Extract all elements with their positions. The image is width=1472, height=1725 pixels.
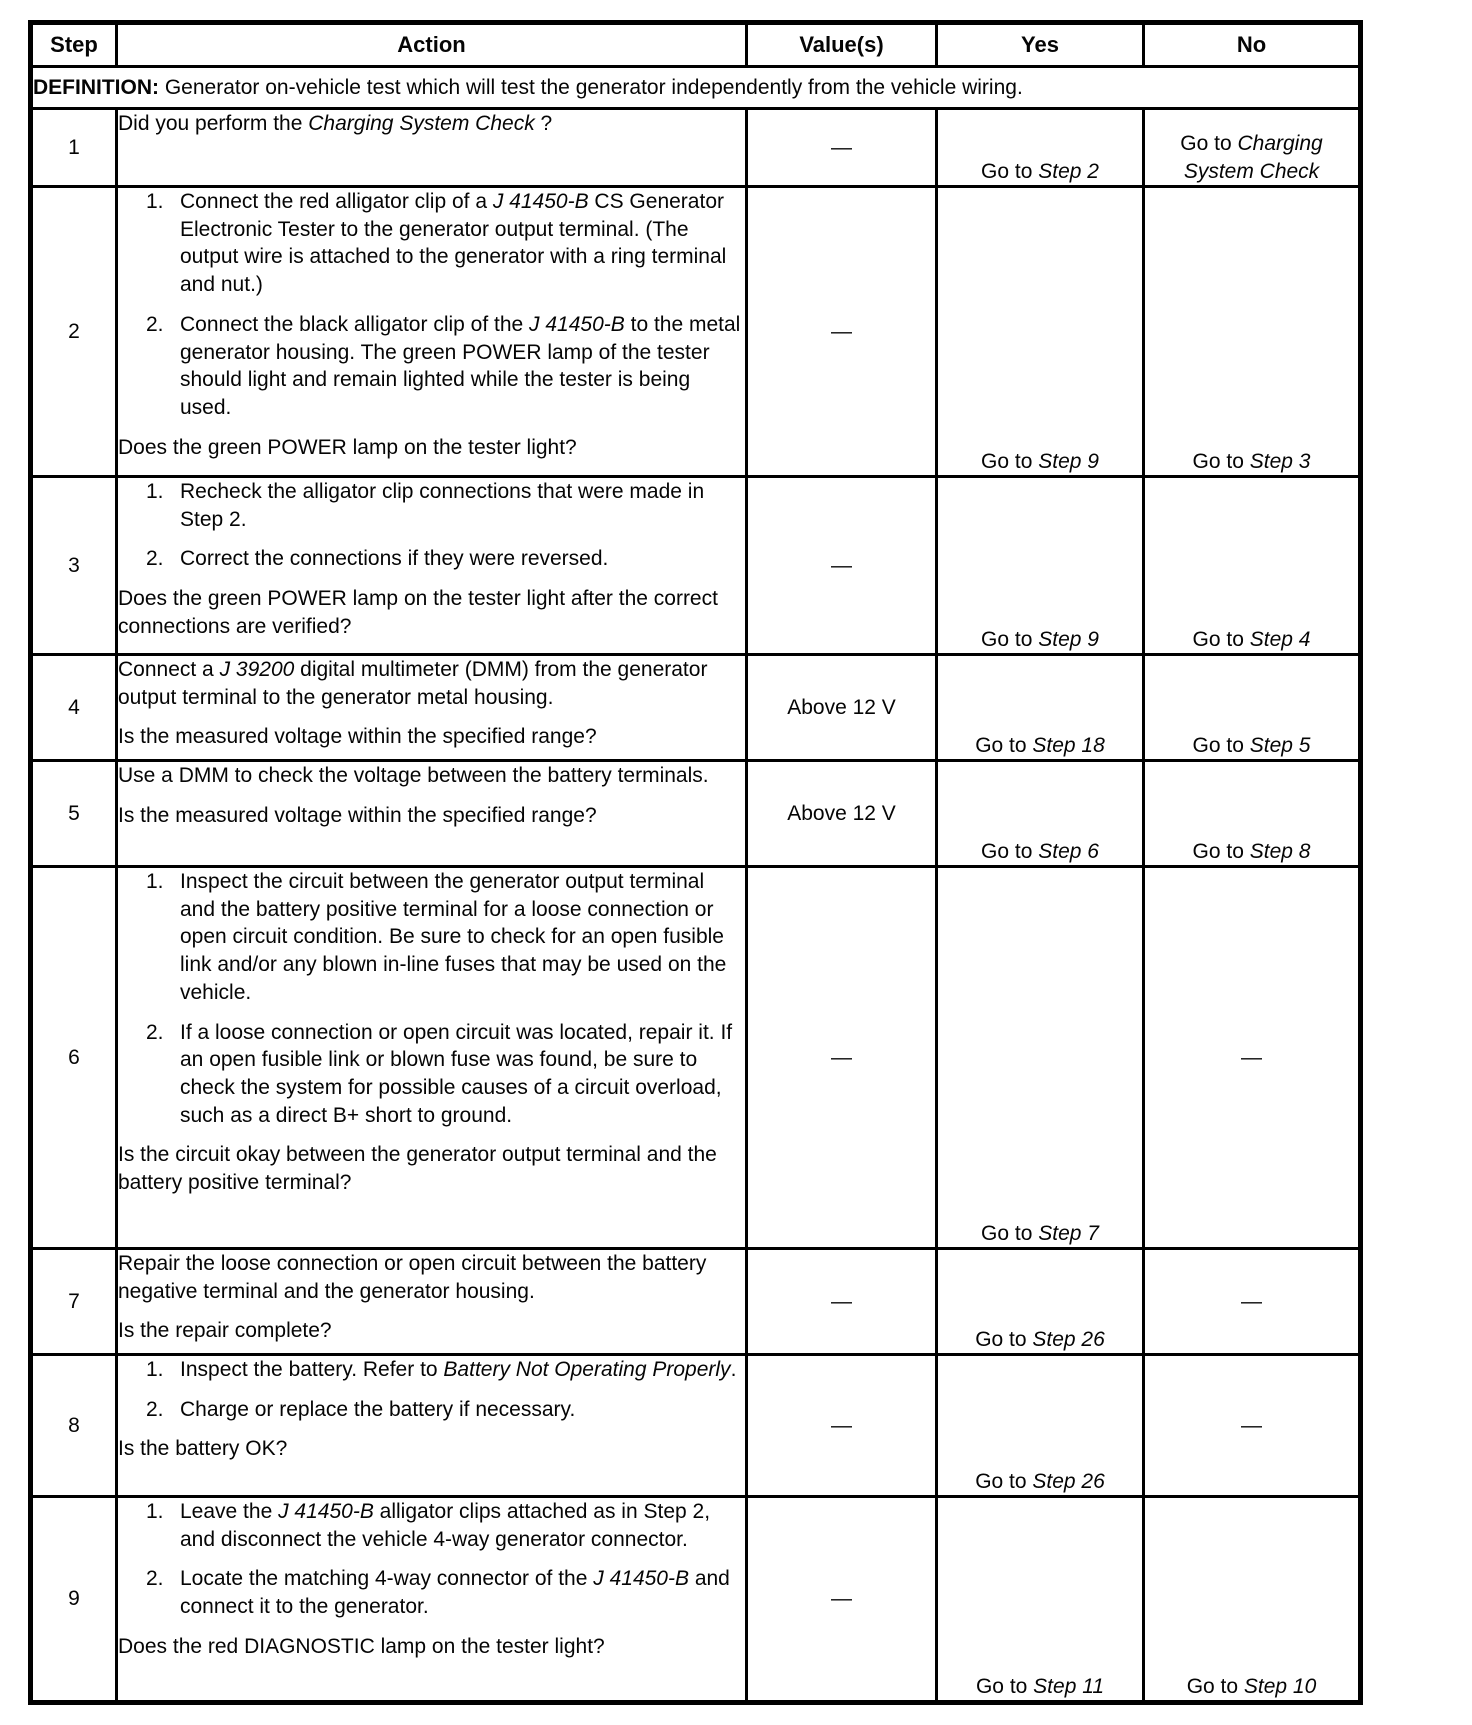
step-number: 8 (31, 1355, 117, 1497)
text: Recheck the alligator clip connections that were made in Step 2. (180, 480, 705, 531)
italic-text: Step 26 (1032, 1327, 1105, 1351)
list-number: 2. (146, 1567, 164, 1591)
text: Is the circuit okay between the generator output terminal and the battery positive terminal? (118, 1143, 717, 1195)
action-cell (117, 1249, 747, 1355)
text: . (730, 1358, 737, 1381)
col-header-yes: Yes (937, 23, 1144, 67)
text: — (831, 1587, 852, 1611)
text: Go to (975, 1469, 1033, 1493)
action-list-item (146, 545, 745, 573)
text: Go to (1180, 132, 1238, 156)
text: Go to (975, 1327, 1033, 1351)
action-list-item (146, 311, 745, 422)
action-cell (117, 109, 747, 187)
text: alligator clips attached as in Step 2, and disconnect the vehicle 4-way generator connector. (180, 1500, 711, 1551)
no-cell-text (1145, 130, 1358, 185)
text: — (831, 553, 852, 577)
action-cell (117, 477, 747, 655)
no-cell (1144, 761, 1361, 867)
action-paragraph (118, 762, 745, 790)
text: Go to (981, 627, 1039, 651)
text: Does the green POWER lamp on the tester light after the correct connections are verified? (118, 587, 718, 638)
text: Is the measured voltage within the specified range? (118, 725, 597, 749)
definition-row (31, 67, 1361, 109)
yes-cell (937, 1355, 1144, 1497)
value-cell-text (748, 694, 935, 721)
no-cell-text (1145, 1044, 1358, 1071)
text: Go to (1192, 449, 1250, 473)
list-number: 2. (146, 547, 164, 571)
no-cell (1144, 477, 1361, 655)
yes-cell-text (938, 1326, 1142, 1353)
no-cell-text (1145, 626, 1358, 653)
no-cell (1144, 1355, 1361, 1497)
no-cell (1144, 109, 1361, 187)
no-cell-text (1145, 838, 1358, 865)
definition-cell (31, 67, 1361, 109)
yes-cell-text (938, 158, 1142, 185)
yes-cell-text (938, 448, 1142, 475)
action-list-item (146, 1356, 745, 1384)
action-paragraph (118, 110, 745, 138)
action-list-item (146, 1498, 745, 1553)
value-cell (747, 1497, 937, 1703)
no-cell-text (1145, 732, 1358, 759)
action-question (118, 1435, 745, 1463)
list-number: 1. (146, 1500, 164, 1523)
value-cell-text (748, 552, 935, 579)
yes-cell (937, 477, 1144, 655)
table-row (31, 867, 1361, 1249)
text: Is the battery OK? (118, 1437, 288, 1461)
yes-cell (937, 1249, 1144, 1355)
list-item-text (180, 1019, 745, 1130)
col-header-no: No (1144, 23, 1361, 67)
step-number: 7 (31, 1249, 117, 1355)
text: Is the repair complete? (118, 1319, 332, 1343)
text: Inspect the circuit between the generator output terminal and the battery positive terminal for a loose connection or open circuit condition. Be sure to check for an open fusible link and/or any blown in-line fuses that may be used on the vehicle. (180, 870, 727, 1004)
value-cell (747, 761, 937, 867)
italic-text: Step 4 (1249, 627, 1311, 651)
text: Go to (981, 839, 1039, 863)
list-number: 1. (146, 1358, 164, 1381)
list-item-text (180, 545, 745, 573)
italic-text: Step 11 (1033, 1674, 1105, 1698)
italic-text: Step 8 (1249, 839, 1311, 863)
value-cell (747, 187, 937, 477)
value-cell-text (748, 800, 935, 827)
no-cell-text (1145, 1288, 1358, 1315)
value-cell-text (748, 134, 935, 161)
text: Did you perform the (118, 112, 309, 135)
header-row (31, 23, 1361, 67)
value-cell (747, 477, 937, 655)
value-cell (747, 867, 937, 1249)
list-item-text (180, 311, 745, 422)
text: — (1241, 1413, 1262, 1437)
no-cell (1144, 1497, 1361, 1703)
text: Does the red DIAGNOSTIC lamp on the tester light? (118, 1634, 605, 1658)
italic-text: Step 9 (1038, 449, 1099, 473)
no-cell (1144, 867, 1361, 1249)
table-row (31, 1355, 1361, 1497)
list-item-text (180, 1356, 745, 1384)
italic-text: J 39200 (219, 658, 295, 681)
list-item-text (180, 478, 745, 533)
text: Charge or replace the battery if necessary. (180, 1397, 576, 1421)
text: Inspect the battery. Refer to (180, 1358, 444, 1381)
action-paragraph (118, 656, 745, 711)
text: Connect the red alligator clip of a (180, 190, 493, 213)
text: Above 12 V (787, 695, 896, 719)
list-item-text (180, 1565, 745, 1620)
text: digital multimeter (DMM) from the generator output terminal to the generator metal housing. (118, 658, 708, 709)
text: Use a DMM to check the voltage between the battery terminals. (118, 764, 709, 787)
action-list-item (146, 478, 745, 533)
step-number: 1 (31, 109, 117, 187)
text: Connect a (118, 658, 220, 681)
step-number: 9 (31, 1497, 117, 1703)
yes-cell-text (938, 1673, 1142, 1700)
italic-text: Charging System Check (1183, 132, 1323, 183)
yes-cell-text (938, 626, 1142, 653)
list-number: 2. (146, 1020, 164, 1044)
italic-text: Step 18 (1032, 733, 1105, 757)
value-cell-text (748, 1585, 935, 1612)
text: Leave the (180, 1500, 279, 1523)
value-cell (747, 1355, 937, 1497)
col-header-values: Value(s) (747, 23, 937, 67)
table-row (31, 1249, 1361, 1355)
col-header-action: Action (117, 23, 747, 67)
text: — (831, 1289, 852, 1313)
text: Repair the loose connection or open circuit between the battery negative terminal and the generator housing. (118, 1252, 707, 1303)
table-row (31, 761, 1361, 867)
text: and connect it to the generator. (180, 1567, 730, 1619)
text: Go to (1192, 839, 1250, 863)
italic-text: Charging System Check (308, 112, 535, 135)
italic-text: Step 10 (1243, 1674, 1317, 1698)
list-number: 1. (146, 870, 164, 893)
no-cell-text (1145, 1412, 1358, 1439)
action-question (118, 723, 745, 751)
italic-text: Battery Not Operating Properly (443, 1358, 731, 1381)
italic-text: Step 6 (1038, 839, 1099, 863)
no-cell-text (1145, 1673, 1358, 1700)
text: Go to (1186, 1674, 1244, 1698)
yes-cell (937, 1497, 1144, 1703)
action-cell (117, 761, 747, 867)
value-cell-text (748, 318, 935, 345)
text: Connect the black alligator clip of the (180, 312, 530, 336)
table-header (31, 23, 1361, 67)
list-number: 1. (146, 190, 164, 213)
italic-text: J 41450-B (529, 312, 625, 336)
text: — (831, 1413, 852, 1437)
step-number: 5 (31, 761, 117, 867)
text: — (831, 135, 852, 159)
list-item-text (180, 1498, 745, 1553)
action-question (118, 1317, 745, 1345)
yes-cell (937, 867, 1144, 1249)
action-list-item (146, 1565, 745, 1620)
text: — (831, 319, 852, 343)
text: Go to (975, 1674, 1034, 1698)
action-question (118, 802, 745, 830)
text: Does the green POWER lamp on the tester light? (118, 435, 577, 459)
italic-text: Step 26 (1032, 1469, 1105, 1493)
list-item-text (180, 188, 745, 299)
yes-cell (937, 187, 1144, 477)
italic-text: J 41450-B (492, 190, 589, 213)
table-body (31, 109, 1361, 1703)
italic-text: Step 5 (1249, 733, 1311, 757)
table-row (31, 1497, 1361, 1703)
action-list-item (146, 1396, 745, 1424)
action-question (118, 1633, 745, 1661)
text: Correct the connections if they were reversed. (180, 547, 609, 571)
yes-cell-text (938, 1220, 1142, 1247)
value-cell (747, 1249, 937, 1355)
no-cell (1144, 1249, 1361, 1355)
action-question (118, 1141, 745, 1196)
value-cell-text (748, 1288, 935, 1315)
no-cell (1144, 187, 1361, 477)
action-list-item (146, 1019, 745, 1130)
italic-text: J 41450-B (278, 1500, 374, 1523)
action-list-item (146, 868, 745, 1007)
text: ? (534, 112, 553, 135)
yes-cell (937, 655, 1144, 761)
diagnostic-table (28, 20, 1363, 1705)
text: Go to (1192, 627, 1250, 651)
text: Go to (1192, 733, 1250, 757)
action-list-item (146, 188, 745, 299)
list-number: 1. (146, 480, 164, 503)
step-number: 4 (31, 655, 117, 761)
value-cell-text (748, 1044, 935, 1071)
table-row (31, 187, 1361, 477)
text: — (1241, 1045, 1262, 1069)
table-row (31, 655, 1361, 761)
text: Go to (981, 159, 1039, 183)
italic-text: J 41450-B (593, 1567, 689, 1591)
text: Go to (975, 733, 1033, 757)
action-cell (117, 187, 747, 477)
value-cell (747, 655, 937, 761)
action-question (118, 434, 745, 462)
text: Locate the matching 4-way connector of the (180, 1567, 594, 1591)
yes-cell-text (938, 838, 1142, 865)
list-item-text (180, 1396, 745, 1424)
text: Above 12 V (787, 801, 896, 825)
action-cell (117, 867, 747, 1249)
col-header-step: Step (31, 23, 117, 67)
italic-text: Step 9 (1038, 627, 1099, 651)
text: CS Generator Electronic Tester to the generator output terminal. (The output wire is attached to the generator with a ring terminal and nut.) (180, 190, 727, 297)
table-row (31, 477, 1361, 655)
definition-section (31, 67, 1361, 109)
no-cell (1144, 655, 1361, 761)
step-number: 2 (31, 187, 117, 477)
italic-text: Step 2 (1038, 159, 1099, 183)
text: Go to (981, 449, 1039, 473)
text: — (1241, 1289, 1262, 1313)
action-paragraph (118, 1250, 745, 1305)
italic-text: Step 7 (1038, 1221, 1099, 1245)
text: Go to (981, 1221, 1039, 1245)
step-number: 3 (31, 477, 117, 655)
value-cell-text (748, 1412, 935, 1439)
list-item-text (180, 868, 745, 1007)
no-cell-text (1145, 448, 1358, 475)
step-number: 6 (31, 867, 117, 1249)
action-cell (117, 1497, 747, 1703)
list-number: 2. (146, 1397, 164, 1421)
text: to the metal generator housing. The green POWER lamp of the tester should light and remain lighted while the tester is being used. (180, 312, 741, 420)
yes-cell-text (938, 1468, 1142, 1495)
action-cell (117, 655, 747, 761)
action-cell (117, 1355, 747, 1497)
yes-cell (937, 761, 1144, 867)
list-number: 2. (146, 312, 164, 336)
yes-cell (937, 109, 1144, 187)
italic-text: Step 3 (1249, 449, 1311, 473)
text: If a loose connection or open circuit was located, repair it. If an open fusible link or blown fuse was found, be sure to check the system for possible causes of a circuit overload, such as a direct B+ short to ground. (180, 1020, 733, 1127)
definition-label: DEFINITION: (33, 75, 159, 99)
action-question (118, 585, 745, 640)
value-cell (747, 109, 937, 187)
text: Is the measured voltage within the specified range? (118, 803, 597, 827)
definition-text: Generator on-vehicle test which will test the generator independently from the vehicle wiring. (164, 75, 1023, 99)
table-row (31, 109, 1361, 187)
yes-cell-text (938, 732, 1142, 759)
text: — (831, 1045, 852, 1069)
